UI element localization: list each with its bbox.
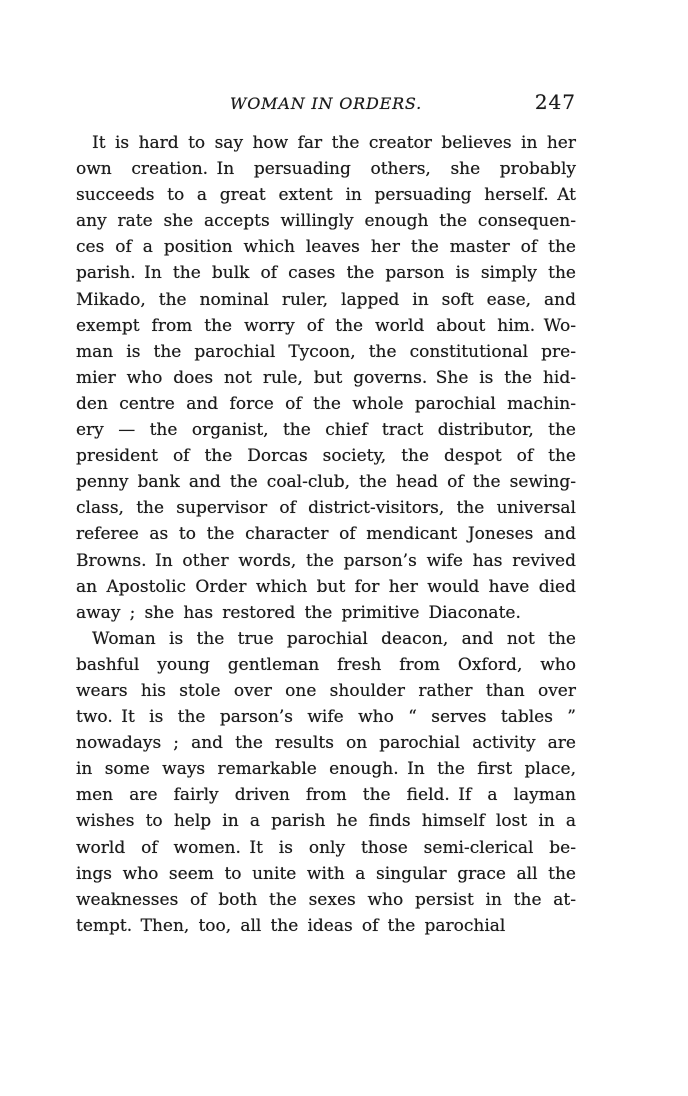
- text-line: ces of a position which leaves her the master of the: [76, 237, 576, 258]
- text-line: ings who seem to unite with a singular grace all the: [76, 863, 576, 884]
- text-line: wishes to help in a parish he finds himself lost in a: [76, 811, 576, 832]
- text-line: own creation. In persuading others, she probably: [76, 159, 576, 180]
- text-line: den centre and force of the whole parochial machin-: [76, 393, 576, 414]
- text-line: Mikado, the nominal ruler, lapped in soft ease, and: [76, 289, 576, 310]
- text-line: any rate she accepts willingly enough the consequen-: [76, 211, 576, 232]
- text-line: president of the Dorcas society, the despot of the: [76, 446, 576, 467]
- text-line: away ; she has restored the primitive Diaconate.: [76, 602, 521, 623]
- text-line: two. It is the parson’s wife who “ serves tables ”: [76, 707, 576, 728]
- running-title: WOMAN IN ORDERS.: [230, 94, 422, 113]
- page-number: 247: [534, 90, 576, 114]
- paragraph-2: [76, 626, 576, 939]
- text-line: bashful young gentleman fresh from Oxford, who: [76, 654, 576, 675]
- text-line: It is hard to say how far the creator believes in her: [92, 133, 576, 153]
- page-body: [76, 130, 576, 939]
- text-line: weaknesses of both the sexes who persist in the at-: [76, 889, 576, 910]
- text-line: penny bank and the coal-club, the head of the sewing-: [76, 472, 576, 493]
- text-line: exempt from the worry of the world about him. Wo-: [76, 315, 576, 336]
- text-line: referee as to the character of mendicant Joneses and: [76, 524, 576, 545]
- text-line: world of women. It is only those semi-clerical be-: [76, 837, 576, 858]
- text-line: Woman is the true parochial deacon, and not the: [92, 628, 576, 649]
- text-line: man is the parochial Tycoon, the constitutional pre-: [76, 341, 576, 362]
- text-line: ery — the organist, the chief tract distributor, the: [76, 420, 576, 441]
- text-line: tempt. Then, too, all the ideas of the parochial: [76, 915, 506, 936]
- text-line: nowadays ; and the results on parochial activity are: [76, 733, 576, 754]
- text-line: mier who does not rule, but governs. She is the hid-: [76, 367, 576, 388]
- paragraph-1: [76, 130, 576, 626]
- text-line: parish. In the bulk of cases the parson is simply the: [76, 263, 576, 284]
- text-line: wears his stole over one shoulder rather than over: [76, 680, 576, 701]
- text-line: men are fairly driven from the field. If a layman: [76, 785, 576, 806]
- text-line: succeeds to a great extent in persuading herself. At: [76, 185, 576, 206]
- page-header: [76, 90, 576, 118]
- text-line: in some ways remarkable enough. In the first place,: [76, 759, 576, 780]
- text-line: Browns. In other words, the parson’s wife has revived: [76, 550, 576, 571]
- text-line: class, the supervisor of district-visitors, the universal: [76, 498, 576, 519]
- text-line: an Apostolic Order which but for her would have died: [76, 576, 576, 597]
